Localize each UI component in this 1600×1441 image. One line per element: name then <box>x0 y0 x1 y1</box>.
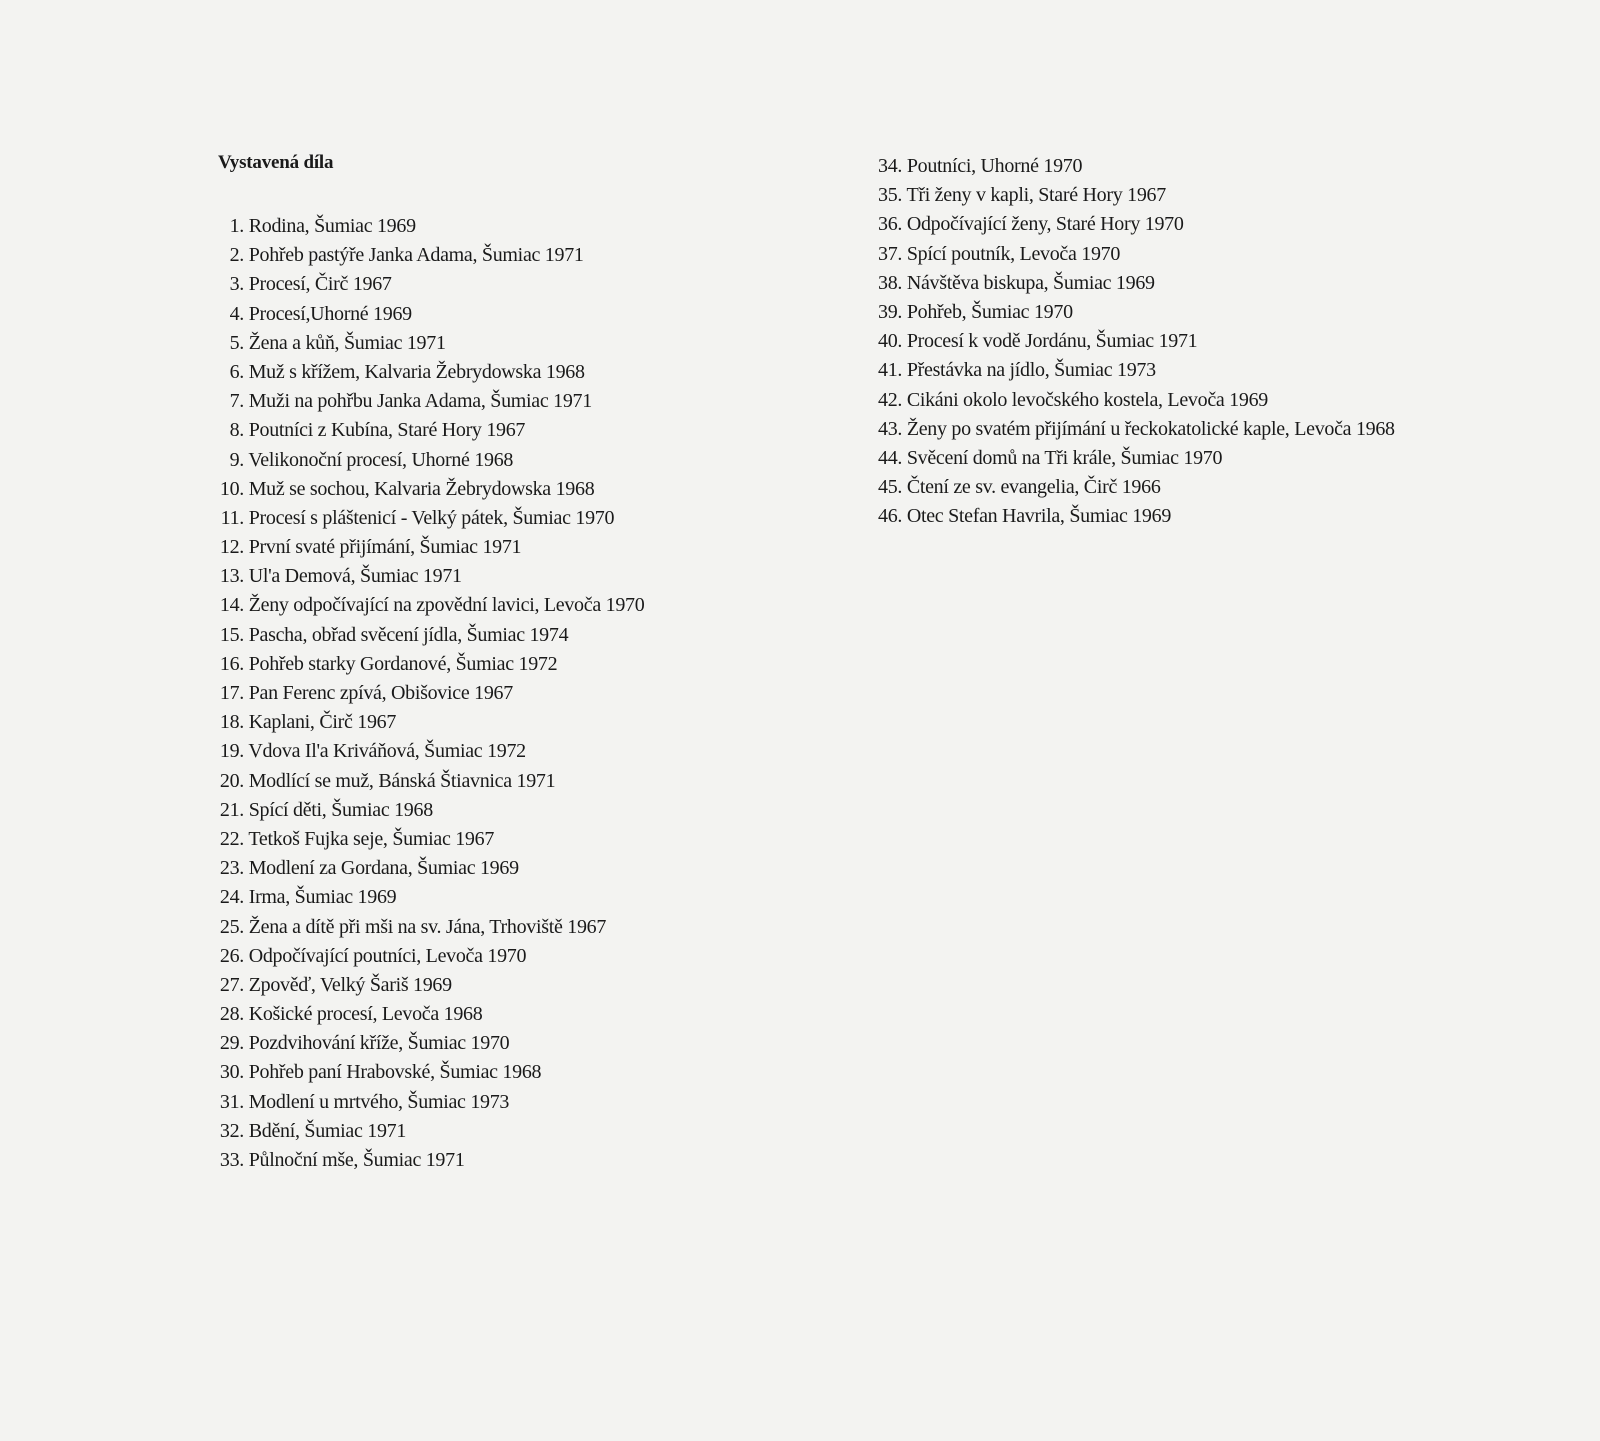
list-item <box>218 883 644 912</box>
item-number: 27. <box>219 973 244 996</box>
item-number: 33. <box>219 1149 244 1171</box>
item-number: 16. <box>219 652 244 675</box>
section-heading: Vystavená díla <box>218 152 334 173</box>
item-title: Tři ženy v kapli, Staré Hory 1967 <box>906 184 1166 207</box>
list-item <box>218 621 644 650</box>
item-number: 44. <box>878 446 903 469</box>
item-number: 7. <box>229 390 244 413</box>
item-number: 11. <box>220 506 244 529</box>
list-item <box>218 1029 644 1058</box>
list-item <box>218 533 644 562</box>
list-item <box>218 913 644 942</box>
item-title: Ženy po svatém přijímání u řeckokatolické kaple, Levoča 1968 <box>906 417 1395 440</box>
item-title: Velikonoční procesí, Uhorné 1968 <box>248 448 514 471</box>
item-title: Rodina, Šumiac 1969 <box>248 215 416 237</box>
item-number: 43. <box>878 417 903 440</box>
item-number: 3. <box>229 273 244 296</box>
list-item <box>218 796 644 825</box>
list-item <box>878 298 1395 327</box>
list-item <box>218 270 644 299</box>
list-item <box>218 679 644 708</box>
item-number: 26. <box>219 944 244 967</box>
list-item <box>218 358 644 387</box>
works-list-left-column <box>218 212 644 1175</box>
item-title: Irma, Šumiac 1969 <box>248 886 397 909</box>
item-number: 29. <box>219 1032 244 1055</box>
item-title: Přestávka na jídlo, Šumiac 1973 <box>906 359 1156 382</box>
list-item <box>218 387 644 416</box>
item-title: Spící děti, Šumiac 1968 <box>248 798 433 821</box>
item-title: Procesí k vodě Jordánu, Šumiac 1971 <box>906 330 1198 353</box>
list-item <box>218 504 644 533</box>
list-item <box>218 708 644 737</box>
item-number: 18. <box>219 711 244 734</box>
item-number: 13. <box>219 565 244 588</box>
item-title: Odpočívající ženy, Staré Hory 1970 <box>906 213 1184 236</box>
item-number: 31. <box>219 1090 244 1113</box>
item-title: Procesí,Uhorné 1969 <box>248 302 412 325</box>
works-list-right-column <box>878 152 1395 531</box>
item-title: Čtení ze sv. evangelia, Čirč 1966 <box>906 476 1161 499</box>
item-number: 5. <box>229 331 244 354</box>
list-item <box>878 386 1395 415</box>
item-title: Pohřeb starky Gordanové, Šumiac 1972 <box>248 652 558 675</box>
item-title: Tetkoš Fujka seje, Šumiac 1967 <box>248 827 495 850</box>
item-title: Muži na pohřbu Janka Adama, Šumiac 1971 <box>248 390 592 413</box>
item-title: Vdova Il'a Kriváňová, Šumiac 1972 <box>248 740 526 763</box>
item-number: 17. <box>219 682 244 704</box>
item-number: 14. <box>219 594 244 617</box>
list-item <box>218 825 644 854</box>
item-number: 32. <box>219 1119 244 1142</box>
item-title: Spící poutník, Levoča 1970 <box>906 242 1121 265</box>
list-item <box>878 444 1395 473</box>
list-item <box>218 942 644 971</box>
item-number: 2. <box>229 244 244 267</box>
item-title: Návštěva biskupa, Šumiac 1969 <box>906 271 1155 294</box>
list-item <box>878 502 1395 531</box>
item-title: Procesí, Čirč 1967 <box>248 273 392 296</box>
list-item <box>218 1058 644 1087</box>
item-number: 9. <box>229 448 244 471</box>
item-title: Modlící se muž, Bánská Štiavnica 1971 <box>248 769 556 792</box>
item-title: Poutníci, Uhorné 1970 <box>906 155 1083 177</box>
item-number: 4. <box>229 302 244 325</box>
item-title: Půlnoční mše, Šumiac 1971 <box>248 1149 465 1171</box>
item-number: 24. <box>219 886 244 909</box>
item-number: 1. <box>229 215 244 237</box>
item-number: 21. <box>219 798 244 821</box>
list-item <box>218 475 644 504</box>
item-number: 40. <box>878 330 903 353</box>
item-title: Poutníci z Kubína, Staré Hory 1967 <box>248 419 526 442</box>
item-title: Muž se sochou, Kalvaria Žebrydowska 1968 <box>248 477 595 500</box>
list-item <box>218 1088 644 1117</box>
item-title: Odpočívající poutníci, Levoča 1970 <box>248 944 527 967</box>
list-item <box>218 1117 644 1146</box>
item-title: Svěcení domů na Tři krále, Šumiac 1970 <box>906 446 1223 469</box>
item-title: Otec Stefan Havrila, Šumiac 1969 <box>906 505 1172 528</box>
item-title: Pozdvihování kříže, Šumiac 1970 <box>248 1032 510 1055</box>
item-number: 8. <box>229 419 244 442</box>
item-title: Bdění, Šumiac 1971 <box>248 1119 407 1142</box>
list-item <box>218 737 644 766</box>
item-title: Muž s křížem, Kalvaria Žebrydowska 1968 <box>248 360 585 383</box>
item-title: Košické procesí, Levoča 1968 <box>248 1003 483 1026</box>
item-number: 30. <box>219 1061 244 1084</box>
list-item <box>878 210 1395 239</box>
item-title: Pohřeb pastýře Janka Adama, Šumiac 1971 <box>248 244 584 267</box>
item-number: 45. <box>878 476 903 499</box>
list-item <box>878 240 1395 269</box>
list-item <box>218 329 644 358</box>
item-number: 42. <box>878 388 903 411</box>
item-title: Procesí s pláštenicí - Velký pátek, Šumiac 1970 <box>248 506 615 529</box>
item-number: 46. <box>878 505 903 528</box>
list-item <box>218 971 644 1000</box>
item-number: 37. <box>878 242 903 265</box>
item-title: Zpověď, Velký Šariš 1969 <box>248 973 452 996</box>
list-item <box>878 152 1395 181</box>
item-title: Pohřeb paní Hrabovské, Šumiac 1968 <box>248 1061 542 1084</box>
list-item <box>878 415 1395 444</box>
item-number: 20. <box>219 769 244 792</box>
item-number: 15. <box>219 623 244 646</box>
item-number: 36. <box>878 213 903 236</box>
item-title: Žena a dítě při mši na sv. Jána, Trhoviště 1967 <box>248 915 607 938</box>
item-number: 41. <box>878 359 903 382</box>
item-title: Pohřeb, Šumiac 1970 <box>906 300 1073 323</box>
item-title: Kaplani, Čirč 1967 <box>248 711 397 734</box>
list-item <box>878 181 1395 210</box>
item-title: Modlení u mrtvého, Šumiac 1973 <box>248 1090 510 1113</box>
item-title: První svaté přijímání, Šumiac 1971 <box>248 536 522 559</box>
list-item <box>218 300 644 329</box>
item-number: 10. <box>219 477 244 500</box>
item-number: 23. <box>219 857 244 880</box>
list-item <box>218 591 644 620</box>
item-number: 19. <box>219 740 244 763</box>
list-item <box>218 650 644 679</box>
list-item <box>218 416 644 445</box>
list-item <box>878 356 1395 385</box>
list-item <box>218 1000 644 1029</box>
item-number: 6. <box>229 360 244 383</box>
item-number: 28. <box>219 1003 244 1026</box>
item-number: 34. <box>878 155 903 177</box>
item-title: Modlení za Gordana, Šumiac 1969 <box>248 857 519 880</box>
list-item <box>218 212 644 241</box>
list-item <box>878 269 1395 298</box>
list-item <box>878 473 1395 502</box>
item-number: 38. <box>878 271 903 294</box>
list-item <box>218 1146 644 1175</box>
item-title: Ul'a Demová, Šumiac 1971 <box>248 565 462 588</box>
item-title: Ženy odpočívající na zpovědní lavici, Levoča 1970 <box>248 594 645 617</box>
list-item <box>218 241 644 270</box>
list-item <box>218 854 644 883</box>
item-number: 25. <box>219 915 244 938</box>
list-item <box>878 327 1395 356</box>
item-title: Pascha, obřad svěcení jídla, Šumiac 1974 <box>248 623 569 646</box>
item-number: 35. <box>878 184 903 207</box>
item-number: 22. <box>219 827 244 850</box>
item-title: Pan Ferenc zpívá, Obišovice 1967 <box>248 682 513 704</box>
item-number: 39. <box>878 300 903 323</box>
item-title: Žena a kůň, Šumiac 1971 <box>248 331 446 354</box>
item-title: Cikáni okolo levočského kostela, Levoča 1969 <box>906 388 1268 411</box>
list-item <box>218 767 644 796</box>
list-item <box>218 562 644 591</box>
item-number: 12. <box>219 536 244 559</box>
list-item <box>218 446 644 475</box>
